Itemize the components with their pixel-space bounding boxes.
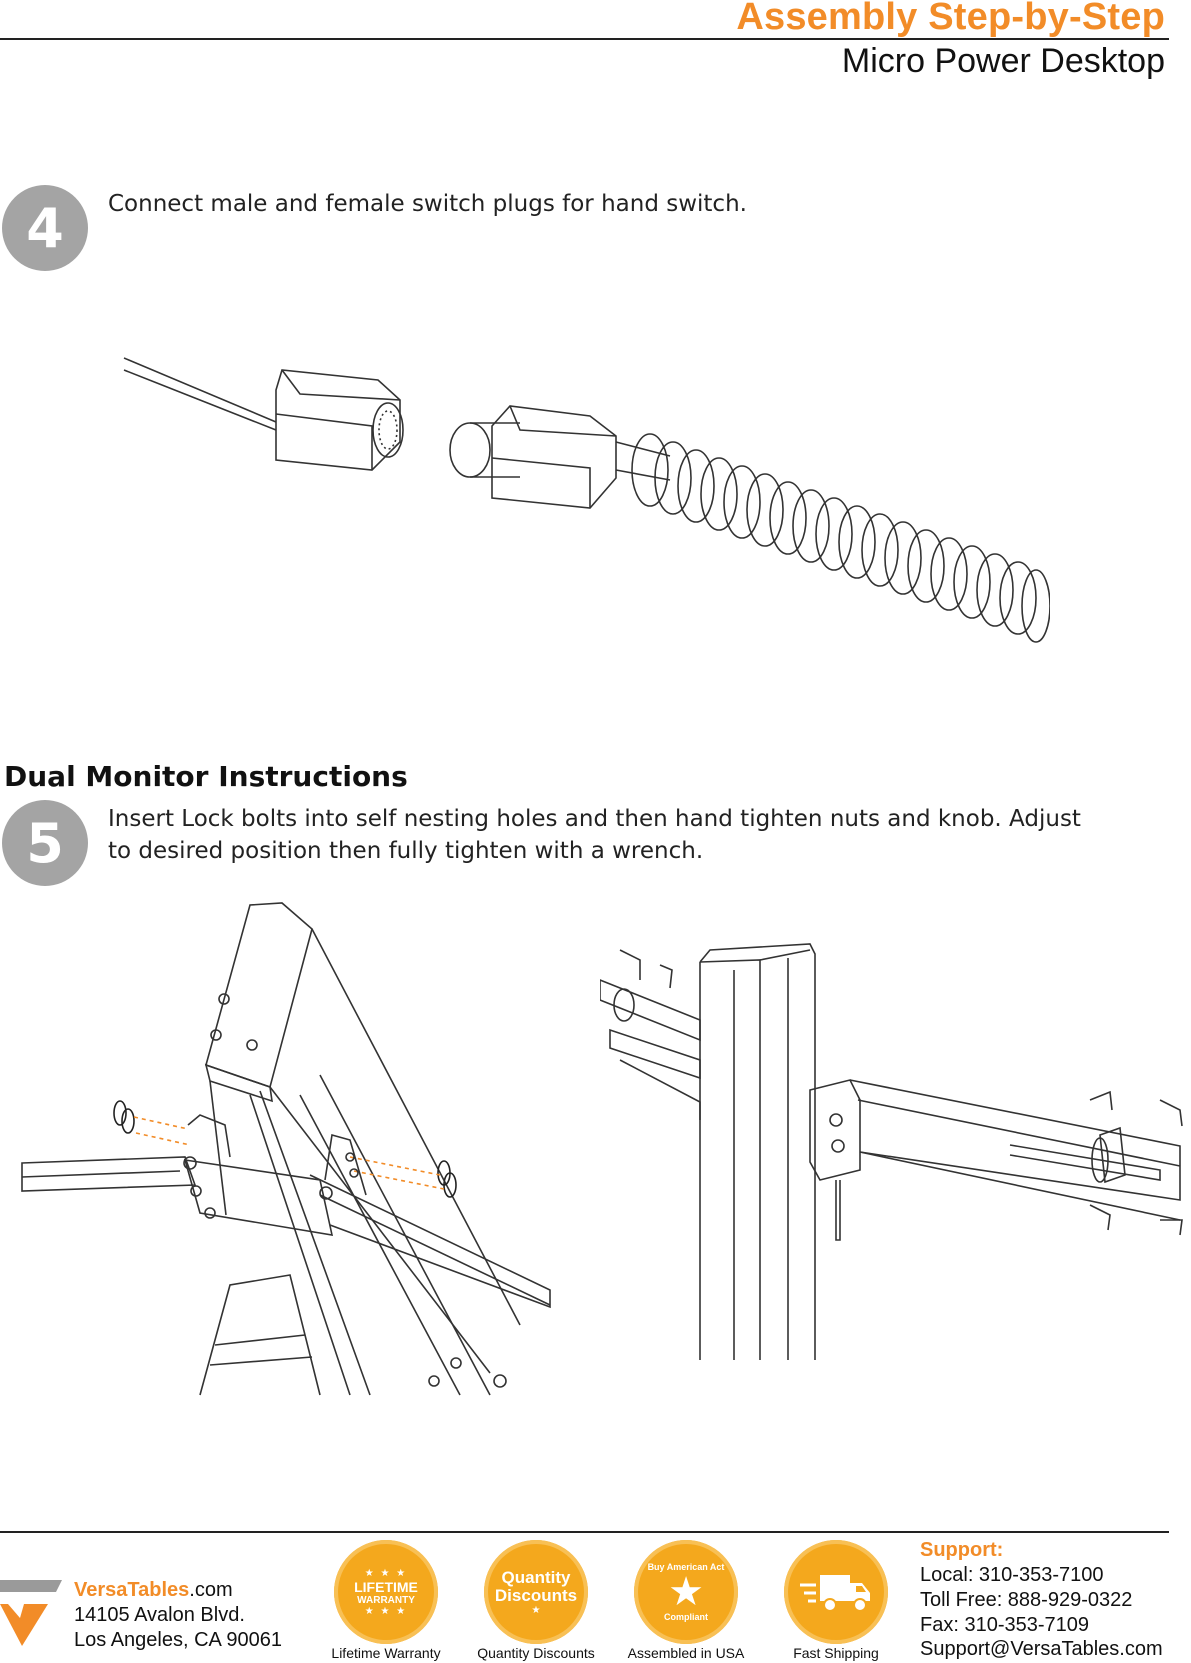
stars-icon: ★ ★ ★: [364, 1567, 408, 1579]
support-fax: Fax: 310-353-7109: [920, 1614, 1090, 1636]
document-title: Assembly Step-by-Step: [736, 0, 1165, 38]
brand-name[interactable]: [74, 1577, 233, 1603]
buy-american-act-badge: [634, 1540, 738, 1644]
truck-icon: [798, 1567, 874, 1617]
address-line-2: Los Angeles, CA 90061: [74, 1629, 282, 1651]
product-name: Micro Power Desktop: [841, 42, 1165, 80]
stars-icon: ★ ★ ★: [364, 1605, 408, 1617]
support-heading: Support:: [920, 1539, 1004, 1561]
badge-text: WARRANTY: [357, 1594, 415, 1606]
switch-plugs-illustration: [110, 330, 1050, 660]
star-icon: ★: [531, 1604, 541, 1616]
step-4-number-badge: 4: [2, 185, 88, 271]
badge-text: Compliant: [664, 1612, 708, 1622]
badge-text: Discounts: [494, 1585, 578, 1605]
step-5-instruction-line-1: Insert Lock bolts into self nesting holes and then hand tighten nuts and knob. Adjust: [108, 806, 1081, 832]
dual-monitor-bracket-illustration: [20, 895, 590, 1415]
badge-text: Buy American Act: [647, 1562, 725, 1572]
support-email[interactable]: Support@VersaTables.com: [920, 1638, 1163, 1660]
header-divider: [0, 38, 1169, 40]
female-plug-shape: [492, 406, 616, 508]
badge-caption: Assembled in USA: [627, 1645, 745, 1661]
support-local-phone[interactable]: Local: 310-353-7100: [920, 1564, 1104, 1586]
address-line-1: 14105 Avalon Blvd.: [74, 1604, 245, 1626]
versatables-logo: [0, 1578, 72, 1648]
step-4-instruction: Connect male and female switch plugs for hand switch.: [108, 191, 747, 217]
monitor-mount-arm-illustration: [600, 930, 1190, 1360]
step-5-instruction-line-2: to desired position then fully tighten with a wrench.: [108, 838, 704, 864]
badge-caption: Quantity Discounts: [477, 1645, 595, 1661]
badge-text: Quantity: [501, 1567, 571, 1587]
badge-caption: Lifetime Warranty: [331, 1645, 441, 1661]
support-toll-free-phone[interactable]: Toll Free: 888-929-0322: [920, 1589, 1133, 1611]
brand-domain: .com: [189, 1579, 233, 1601]
section-title: Dual Monitor Instructions: [4, 760, 408, 793]
quantity-discounts-badge: [484, 1540, 588, 1644]
footer-divider: [0, 1531, 1169, 1533]
badge-caption: Fast Shipping: [793, 1645, 879, 1661]
step-5-number-badge: 5: [2, 800, 88, 886]
female-plug-front: [450, 423, 490, 477]
brand-name-highlight: VersaTables: [74, 1579, 190, 1601]
lifetime-warranty-badge: [334, 1540, 438, 1644]
star-icon: ★: [668, 1570, 704, 1614]
badge-text: LIFETIME: [354, 1578, 418, 1595]
fast-shipping-badge: [784, 1540, 888, 1644]
coiled-cord: [632, 434, 1050, 642]
